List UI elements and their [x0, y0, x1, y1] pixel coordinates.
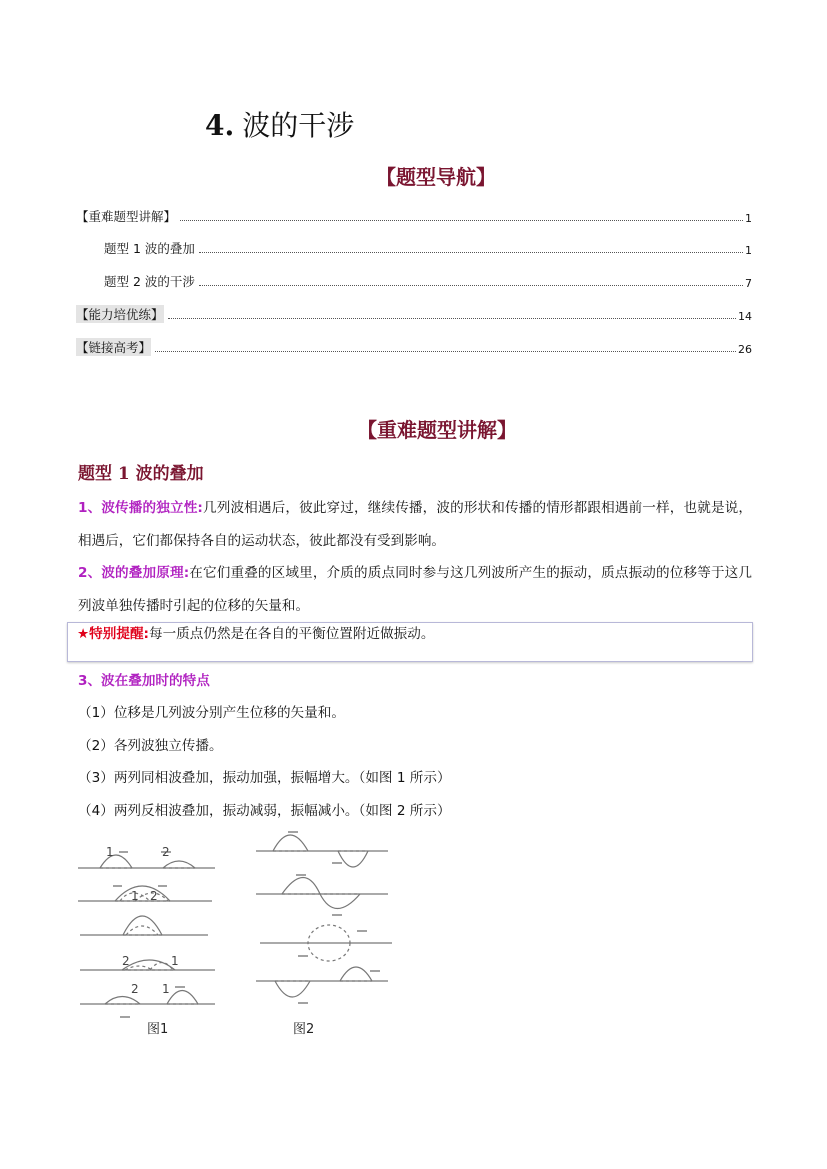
wave-superposition-figures	[70, 825, 400, 1045]
title-text: 波的干涉	[242, 109, 355, 142]
toc-item[interactable]	[76, 338, 752, 356]
toc-page: 1	[745, 212, 752, 225]
section-heading: 【重难题型讲解】	[357, 418, 517, 442]
wave-label: 2	[150, 889, 158, 903]
toc-label: 【重难题型讲解】	[76, 209, 177, 224]
wave-label: 1	[171, 954, 179, 968]
toc-page: 7	[745, 277, 752, 290]
wave-label: 1	[131, 889, 139, 903]
figure-1-caption: 图1	[147, 1022, 169, 1037]
wave-label: 1	[162, 982, 170, 996]
dot-leader	[180, 220, 743, 221]
toc-label: 题型 1 波的叠加	[104, 241, 195, 256]
nav-heading: 【题型导航】	[376, 165, 496, 189]
toc-label: 题型 2 波的干涉	[104, 274, 195, 289]
point-key: 1、波传播的独立性:	[78, 500, 203, 516]
figure-2-caption: 图2	[293, 1022, 315, 1037]
special-note-box	[67, 622, 753, 662]
toc-page: 1	[745, 244, 752, 257]
features-heading: 3、波在叠加时的特点	[78, 673, 210, 689]
dot-leader	[155, 351, 736, 352]
note-text: 每一质点仍然是在各自的平衡位置附近做振动。	[149, 626, 435, 642]
toc-label: 【能力培优练】	[76, 307, 164, 322]
toc-label: 【链接高考】	[76, 340, 152, 355]
feature-item: （4）两列反相波叠加，振动减弱，振幅减小。（如图 2 所示）	[78, 803, 451, 819]
note-key: ★特别提醒:	[77, 626, 149, 642]
toc-item[interactable]	[76, 305, 752, 323]
toc-item[interactable]	[76, 207, 752, 225]
title-number: 4.	[205, 109, 235, 142]
wave-label: 2	[162, 845, 170, 859]
feature-item: （1）位移是几列波分别产生位移的矢量和。	[78, 705, 345, 721]
toc-item[interactable]	[76, 272, 752, 290]
dot-leader	[168, 318, 736, 319]
point-superposition	[78, 557, 752, 622]
figure-2-anti-phase	[256, 832, 392, 1003]
topic-heading: 题型 1 波的叠加	[78, 464, 204, 484]
wave-label: 1	[106, 845, 114, 859]
toc-page: 14	[738, 310, 752, 323]
dot-leader	[199, 252, 743, 253]
feature-item: （2）各列波独立传播。	[78, 738, 223, 754]
dot-leader	[199, 285, 743, 286]
point-independence	[78, 492, 752, 557]
figure-1-in-phase	[78, 845, 215, 1017]
wave-label: 2	[122, 954, 130, 968]
point-key: 2、波的叠加原理:	[78, 565, 190, 581]
wave-label: 2	[131, 982, 139, 996]
feature-item: （3）两列同相波叠加，振动加强，振幅增大。（如图 1 所示）	[78, 770, 451, 786]
point-text: 几列波相遇后，彼此穿过，继续传播，波的形状和传播的情形都跟相遇前一样，也就是说，相遇后，它们都保持各自的运动状态，彼此都没有受到影响。	[78, 500, 752, 549]
toc-page: 26	[738, 343, 752, 356]
point-text: 在它们重叠的区域里，介质的质点同时参与这几列波所产生的振动，质点振动的位移等于这几列波单独传播时引起的位移的矢量和。	[78, 565, 752, 614]
toc-item[interactable]	[76, 239, 752, 257]
document-title	[205, 104, 354, 144]
